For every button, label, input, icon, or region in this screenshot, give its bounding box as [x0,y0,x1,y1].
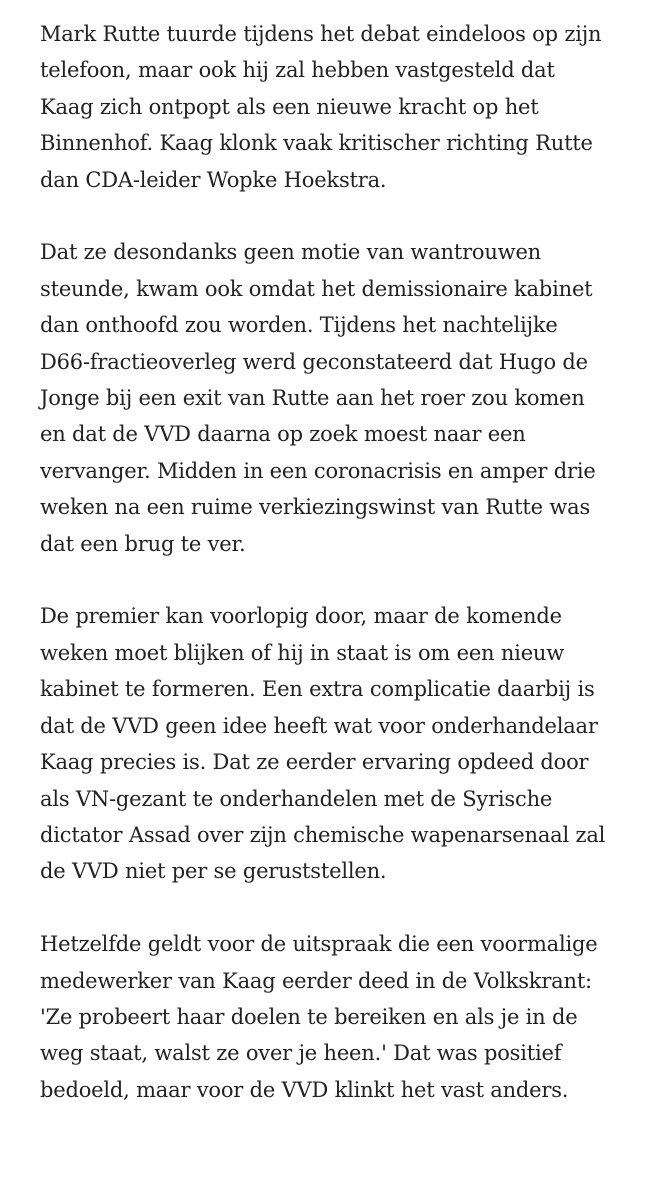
paragraph-line: dictator Assad over zijn chemische wapenarsenaal zal [40,822,606,847]
paragraph-line: dan CDA-leider Wopke Hoekstra. [40,167,387,192]
paragraph-3 [40,598,640,889]
paragraph-line: Jonge bij een exit van Rutte aan het roer zou komen [40,386,585,411]
paragraph-line: De premier kan voorlopig door, maar de komende [40,604,562,629]
paragraph-line: Kaag precies is. Dat ze eerder ervaring opdeed door [40,750,589,775]
paragraph-line: D66-fractieoverleg werd geconstateerd dat Hugo de [40,349,588,374]
paragraph-line: vervanger. Midden in een coronacrisis en amper drie [40,458,596,483]
paragraph-line: telefoon, maar ook hij zal hebben vastgesteld dat [40,58,555,83]
paragraph-2 [40,234,640,562]
paragraph-1 [40,16,640,198]
paragraph-line: weg staat, walst ze over je heen.' Dat was positief [40,1041,562,1066]
paragraph-line: de VVD niet per se geruststellen. [40,859,387,884]
paragraph-line: Binnenhof. Kaag klonk vaak kritischer richting Rutte [40,131,593,156]
paragraph-line: dat een brug te ver. [40,531,246,556]
paragraph-line: Mark Rutte tuurde tijdens het debat eindeloos op zijn [40,22,602,46]
paragraph-line: bedoeld, maar voor de VVD klinkt het vast anders. [40,1077,569,1102]
paragraph-line: dan onthoofd zou worden. Tijdens het nachtelijke [40,313,558,338]
paragraph-line: weken na een ruime verkiezingswinst van Rutte was [40,495,591,520]
paragraph-line: als VN-gezant te onderhandelen met de Syrische [40,786,553,811]
article-body [40,16,640,1145]
paragraph-line: 'Ze probeert haar doelen te bereiken en als je in de [40,1004,578,1029]
paragraph-line: weken moet blijken of hij in staat is om een nieuw [40,640,565,665]
paragraph-4 [40,926,640,1108]
paragraph-line: Hetzelfde geldt voor de uitspraak die een voormalige [40,932,598,957]
paragraph-line: steunde, kwam ook omdat het demissionaire kabinet [40,276,593,301]
paragraph-line: Dat ze desondanks geen motie van wantrouwen [40,240,542,265]
paragraph-line: Kaag zich ontpopt als een nieuwe kracht op het [40,94,539,119]
paragraph-line: en dat de VVD daarna op zoek moest naar een [40,422,526,447]
paragraph-line: kabinet te formeren. Een extra complicatie daarbij is [40,677,595,702]
paragraph-line: medewerker van Kaag eerder deed in de Volkskrant: [40,968,592,993]
paragraph-line: dat de VVD geen idee heeft wat voor onderhandelaar [40,713,598,738]
